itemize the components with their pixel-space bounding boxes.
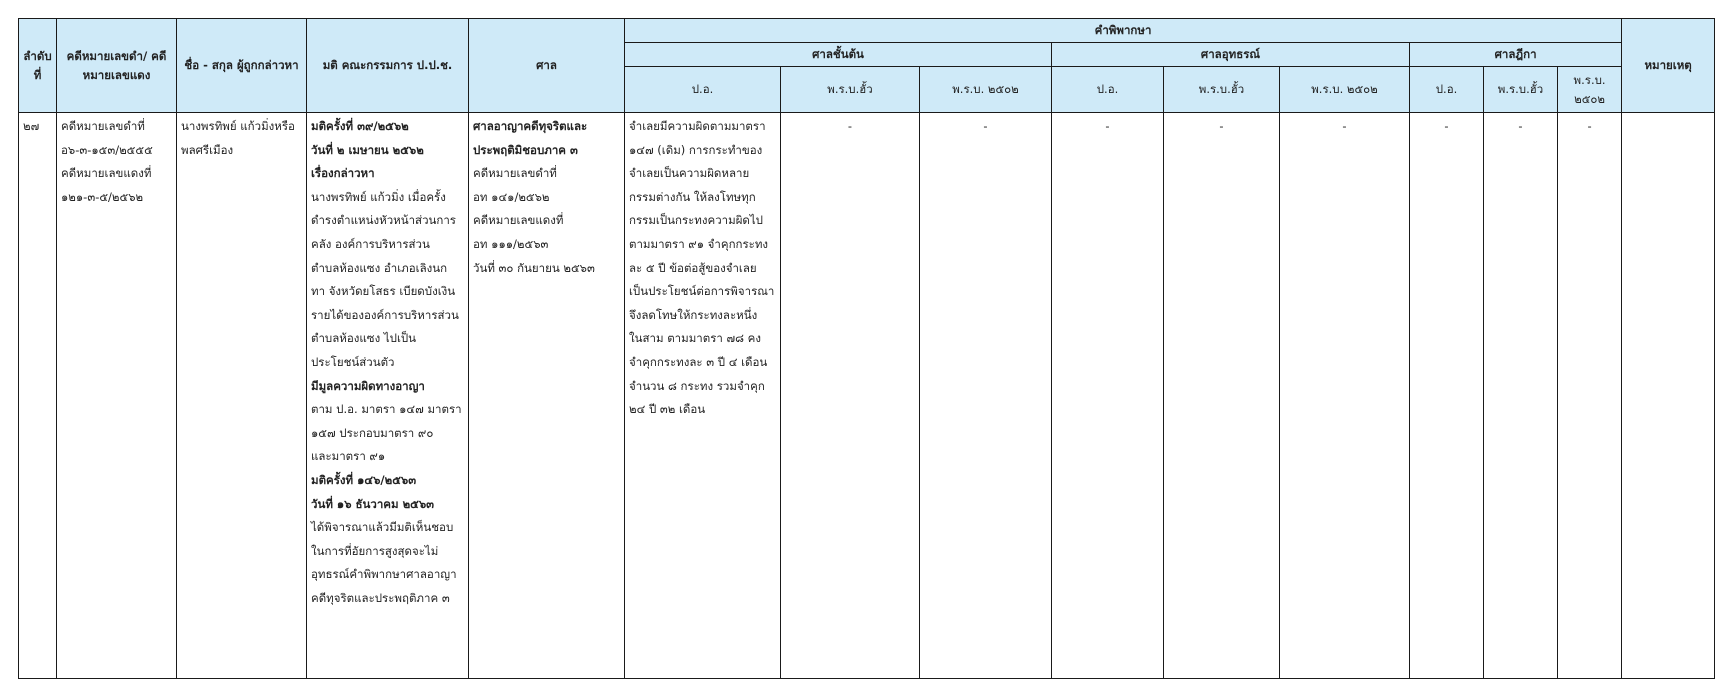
- resolution-line: ทา จังหวัดยโสธร เบียดบังเงิน: [311, 284, 456, 299]
- resolution-line: ดำรงตำแหน่งหัวหน้าส่วนการ: [311, 213, 456, 228]
- cell-case-numbers: [57, 113, 177, 679]
- cell-remarks: [1622, 113, 1715, 679]
- resolution-line: ตำบลห้องแซง อำเภอเลิงนก: [311, 260, 448, 275]
- header-first-instance-criminal-code: ป.อ.: [625, 67, 781, 113]
- header-nacc-resolution: มติ คณะกรรมการ ป.ป.ช.: [307, 19, 469, 113]
- cell-appeal-act-2502: -: [1280, 113, 1410, 679]
- cell-supreme-criminal-code: -: [1410, 113, 1484, 679]
- first-instance-line: ในสาม ตามมาตรา ๗๘ คง: [629, 331, 761, 346]
- header-judgment: คำพิพากษา: [625, 19, 1622, 43]
- first-instance-line: กรรมเป็นกระทงความผิดไป: [629, 213, 763, 228]
- first-instance-line: จำเลยมีความผิดตามมาตรา: [629, 119, 766, 133]
- cell-first-instance-criminal-code: [625, 113, 781, 679]
- resolution-line: อุทธรณ์คำพิพากษาศาลอาญา: [311, 567, 457, 582]
- court-line: วันที่ ๓๐ กันยายน ๒๕๖๓: [473, 260, 595, 275]
- judgment-table: [18, 18, 1715, 679]
- court-line: ประพฤติมิชอบภาค ๓: [473, 142, 578, 157]
- header-accused-name: ชื่อ - สกุล ผู้ถูกกล่าวหา: [177, 19, 307, 113]
- first-instance-line: จำนวน ๘ กระทง รวมจำคุก: [629, 378, 765, 393]
- cell-appeal-criminal-code: -: [1052, 113, 1164, 679]
- first-instance-line: ละ ๕ ปี ข้อต่อสู้ของจำเลย: [629, 260, 757, 275]
- court-line: คดีหมายเลขแดงที่: [473, 213, 564, 228]
- resolution-line: คดีทุจริตและประพฤติภาค ๓: [311, 590, 450, 605]
- court-line: อท ๑๔๑/๒๕๖๒: [473, 189, 550, 204]
- resolution-line: คลัง องค์การบริหารส่วน: [311, 236, 430, 251]
- case-number-line: คดีหมายเลขแดงที่: [61, 166, 152, 181]
- court-line: อท ๑๑๑/๒๕๖๓: [473, 236, 549, 251]
- header-appeal-criminal-code: ป.อ.: [1052, 67, 1164, 113]
- court-line: ศาลอาญาคดีทุจริตและ: [473, 119, 588, 133]
- resolution-line: รายได้ขององค์การบริหารส่วน: [311, 307, 459, 322]
- resolution-line: วันที่ ๑๖ ธันวาคม ๒๕๖๓: [311, 496, 435, 511]
- resolution-line: ตำบลห้องแซง ไปเป็น: [311, 331, 417, 346]
- header-court: ศาล: [469, 19, 625, 113]
- header-supreme-act-2502: พ.ร.บ. ๒๕๐๒: [1558, 67, 1622, 113]
- cell-supreme-collusion-act: -: [1484, 113, 1558, 679]
- cell-court: [469, 113, 625, 679]
- header-first-instance-collusion-act: พ.ร.บ.ฮั้ว: [781, 67, 920, 113]
- accused-name-line: นางพรทิพย์ แก้วมิ่งหรือ: [181, 119, 295, 133]
- resolution-line: นางพรทิพย์ แก้วมิ่ง เมื่อครั้ง: [311, 189, 446, 204]
- first-instance-line: ๒๔ ปี ๓๒ เดือน: [629, 402, 706, 417]
- header-first-instance-act-2502: พ.ร.บ. ๒๕๐๒: [920, 67, 1052, 113]
- cell-supreme-act-2502: -: [1558, 113, 1622, 679]
- table-row: [19, 113, 1715, 679]
- cell-nacc-resolution: [307, 113, 469, 679]
- cell-first-instance-collusion-act: -: [781, 113, 920, 679]
- case-number-line: ๑๒๑-๓-๕/๒๕๖๒: [61, 189, 144, 204]
- resolution-line: และมาตรา ๙๑: [311, 449, 386, 464]
- first-instance-line: เป็นประโยชน์ต่อการพิจารณา: [629, 284, 775, 299]
- cell-no: ๒๗: [19, 113, 57, 679]
- accused-name-line: พลศรีเมือง: [181, 142, 234, 157]
- cell-accused-name: [177, 113, 307, 679]
- resolution-line: ตาม ป.อ. มาตรา ๑๔๗ มาตรา: [311, 402, 462, 417]
- header-appeal-court: ศาลอุทธรณ์: [1052, 43, 1410, 67]
- resolution-line: มีมูลความผิดทางอาญา: [311, 378, 425, 393]
- first-instance-line: ตามมาตรา ๙๑ จำคุกกระทง: [629, 236, 769, 251]
- header-supreme-court: ศาลฎีกา: [1410, 43, 1622, 67]
- header-appeal-collusion-act: พ.ร.บ.ฮั้ว: [1164, 67, 1280, 113]
- cell-appeal-collusion-act: -: [1164, 113, 1280, 679]
- court-line: คดีหมายเลขดำที่: [473, 166, 557, 181]
- header-appeal-act-2502: พ.ร.บ. ๒๕๐๒: [1280, 67, 1410, 113]
- case-number-line: คดีหมายเลขดำที่: [61, 119, 145, 133]
- resolution-line: ได้พิจารณาแล้วมีมติเห็นชอบ: [311, 520, 454, 535]
- header-case-numbers: คดีหมายเลขดำ/ คดีหมายเลขแดง: [57, 19, 177, 113]
- header-supreme-collusion-act: พ.ร.บ.ฮั้ว: [1484, 67, 1558, 113]
- header-no: ลำดับที่: [19, 19, 57, 113]
- first-instance-line: จำคุกกระทงละ ๓ ปี ๔ เดือน: [629, 354, 768, 369]
- first-instance-line: ๑๔๗ (เดิม) การกระทำของ: [629, 142, 763, 157]
- first-instance-line: จำเลยเป็นความผิดหลาย: [629, 166, 750, 181]
- first-instance-line: จึงลดโทษให้กระทงละหนึ่ง: [629, 307, 758, 322]
- resolution-line: ประโยชน์ส่วนตัว: [311, 354, 395, 369]
- resolution-line: วันที่ ๒ เมษายน ๒๕๖๒: [311, 142, 424, 157]
- resolution-line: มติครั้งที่ ๓๙/๒๕๖๒: [311, 119, 409, 133]
- resolution-line: มติครั้งที่ ๑๔๖/๒๕๖๓: [311, 472, 417, 487]
- header-court-of-first-instance: ศาลชั้นต้น: [625, 43, 1052, 67]
- header-supreme-criminal-code: ป.อ.: [1410, 67, 1484, 113]
- cell-first-instance-act-2502: -: [920, 113, 1052, 679]
- resolution-line: เรื่องกล่าวหา: [311, 166, 375, 181]
- header-remarks: หมายเหตุ: [1622, 19, 1715, 113]
- resolution-line: ๑๕๗ ประกอบมาตรา ๙๐: [311, 425, 434, 440]
- first-instance-line: กรรมต่างกัน ให้ลงโทษทุก: [629, 189, 756, 204]
- case-number-line: อ๖-๓-๑๕๓/๒๕๕๕: [61, 142, 153, 157]
- resolution-line: ในการที่อัยการสูงสุดจะไม่: [311, 543, 439, 558]
